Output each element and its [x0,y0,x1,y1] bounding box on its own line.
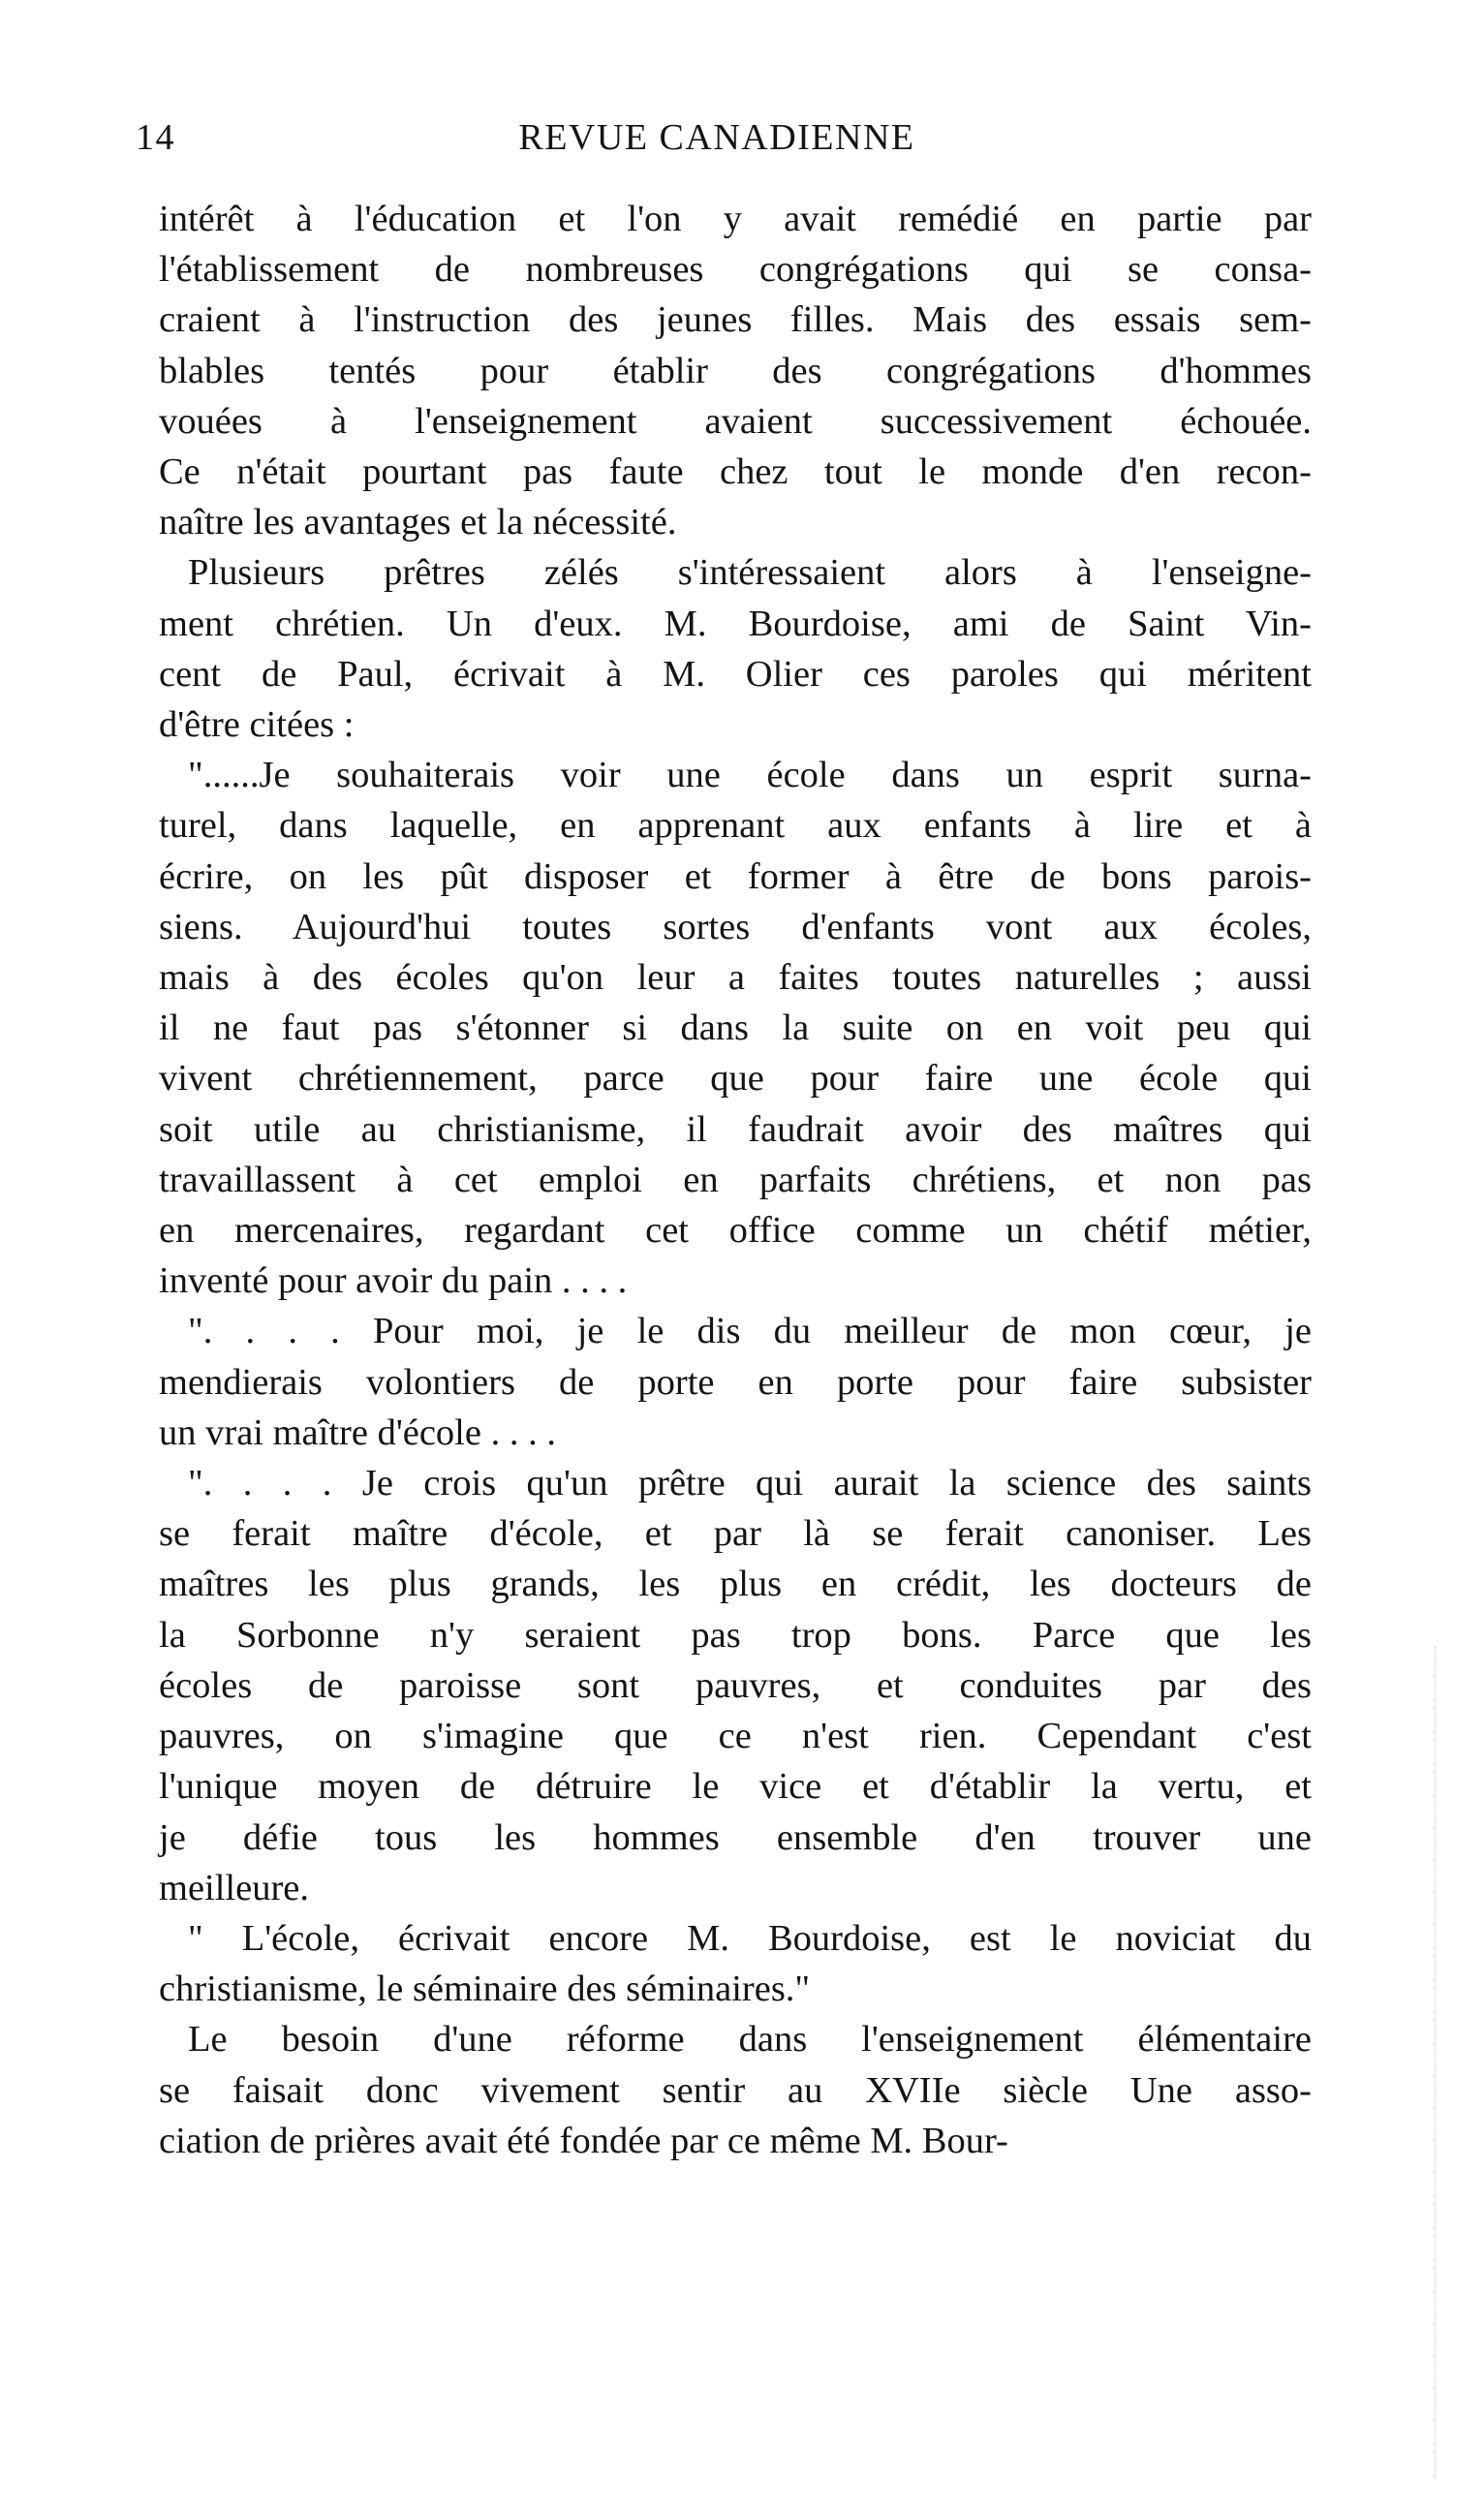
text-line: Le besoin d'une réforme dans l'enseignement élémentaire [188,2019,1312,2061]
page-header [136,116,1298,174]
text-line: vouées à l'enseignement avaient successivement échouée. [159,400,1312,442]
text-line: maîtres les plus grands, les plus en crédit, les docteurs de [159,1564,1312,1605]
text-line: inventé pour avoir du pain . . . . [159,1260,628,1302]
margin-speckle [1435,1647,1438,2480]
text-line: se ferait maître d'école, et par là se ferait canoniser. Les [159,1513,1312,1555]
body-text [159,194,1312,2166]
text-line: écrire, on les pût disposer et former à être de bons parois- [159,855,1312,897]
running-title: REVUE CANADIENNE [518,117,915,158]
text-line: Plusieurs prêtres zélés s'intéressaient alors à l'enseigne- [188,552,1312,594]
paragraph [159,547,1312,750]
text-line: l'établissement de nombreuses congrégations qui se consa- [159,249,1312,291]
text-line: travaillassent à cet emploi en parfaits chrétiens, et non pas [159,1159,1312,1200]
text-line: vivent chrétiennement, parce que pour faire une école qui [159,1058,1312,1100]
text-line: pauvres, on s'imagine que ce n'est rien. Cependant c'est [159,1716,1312,1757]
text-line: ". . . . Pour moi, je le dis du meilleur de mon cœur, je [188,1311,1312,1352]
text-line: blables tentés pour établir des congrégations d'hommes [159,350,1312,391]
paragraph [159,1913,1312,2014]
paragraph [159,1306,1312,1458]
paragraph [159,2014,1312,2166]
text-line: je défie tous les hommes ensemble d'en trouver une [159,1816,1312,1858]
text-line: écoles de paroisse sont pauvres, et conduites par des [159,1664,1312,1706]
text-line: un vrai maître d'école . . . . [159,1411,556,1453]
text-line: meilleure. [159,1867,309,1908]
text-line: mais à des écoles qu'on leur a faites toutes naturelles ; aussi [159,957,1312,999]
text-line: ment chrétien. Un d'eux. M. Bourdoise, ami de Saint Vin- [159,603,1312,644]
text-line: siens. Aujourd'hui toutes sortes d'enfants vont aux écoles, [159,906,1312,947]
text-line: naître les avantages et la nécessité. [159,502,677,543]
text-line: cent de Paul, écrivait à M. Olier ces paroles qui méritent [159,653,1312,695]
text-line: craient à l'instruction des jeunes filles. Mais des essais sem- [159,299,1312,341]
text-line: l'unique moyen de détruire le vice et d'établir la vertu, et [159,1766,1312,1808]
text-line: la Sorbonne n'y seraient pas trop bons. Parce que les [159,1614,1312,1656]
text-line: Ce n'était pourtant pas faute chez tout le monde d'en recon- [159,451,1312,493]
text-line: soit utile au christianisme, il faudrait avoir des maîtres qui [159,1108,1312,1150]
paragraph [159,750,1312,1306]
text-line: se faisait donc vivement sentir au XVIIe siècle Une asso- [159,2069,1312,2111]
text-line: " L'école, écrivait encore M. Bourdoise, est le noviciat du [188,1917,1312,1959]
text-line: intérêt à l'éducation et l'on y avait remédié en partie par [159,199,1312,239]
text-line: "......Je souhaiterais voir une école dans un esprit surna- [188,755,1312,796]
text-line: d'être citées : [159,704,355,746]
text-line: mendierais volontiers de porte en porte pour faire subsister [159,1361,1312,1403]
text-line: christianisme, le séminaire des séminaires." [159,1968,811,2010]
text-line: il ne faut pas s'étonner si dans la suite on en voit peu qui [159,1008,1312,1049]
page-number: 14 [136,117,175,158]
paragraph [159,194,1312,547]
paragraph [159,1458,1312,1913]
text-line: ". . . . Je crois qu'un prêtre qui aurait la science des saints [188,1463,1312,1504]
text-line: en mercenaires, regardant cet office comme un chétif métier, [159,1210,1312,1252]
text-line: turel, dans laquelle, en apprenant aux enfants à lire et à [159,805,1312,847]
text-line: ciation de prières avait été fondée par ce même M. Bour- [159,2120,1008,2161]
